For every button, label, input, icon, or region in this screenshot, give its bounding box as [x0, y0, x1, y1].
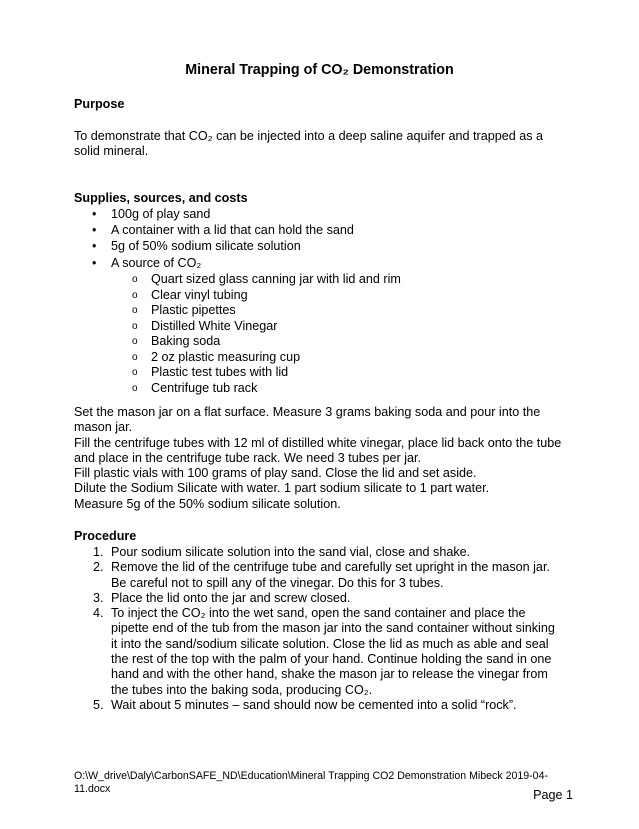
- bullet-icon: •: [92, 239, 97, 254]
- sub-item-text: 2 oz plastic measuring cup: [151, 349, 301, 364]
- sub-list-item: [74, 334, 594, 350]
- bullet-icon: •: [92, 255, 97, 270]
- supplies-item-text: 5g of 50% sodium silicate solution: [111, 239, 301, 254]
- supplies-item-text: A source of CO₂: [111, 255, 202, 270]
- step-number: 3.: [93, 590, 104, 605]
- circle-bullet-icon: o: [132, 289, 138, 301]
- circle-bullet-icon: o: [132, 382, 138, 394]
- sub-item-text: Distilled White Vinegar: [151, 318, 278, 333]
- footer-file-path: O:\W_drive\Daly\CarbonSAFE_ND\Education\Mineral Trapping CO2 Demonstration Mibeck 2019-04- 11.docx: [74, 770, 548, 795]
- step-text: Wait about 5 minutes – sand should now be cemented into a solid “rock”.: [111, 697, 517, 712]
- sub-item-text: Clear vinyl tubing: [151, 287, 248, 302]
- circle-bullet-icon: o: [132, 305, 138, 316]
- sub-list-item: [74, 365, 594, 381]
- supplies-list-item: [74, 223, 574, 239]
- step-number: 1.: [93, 545, 104, 559]
- procedure-step: [74, 560, 574, 591]
- circle-bullet-icon: o: [132, 367, 138, 378]
- supplies-list: [74, 207, 574, 272]
- procedure-step: [74, 545, 574, 560]
- supplies-list-item: [74, 239, 574, 255]
- step-number: 2.: [93, 560, 104, 575]
- sub-item-text: Quart sized glass canning jar with lid and rim: [151, 272, 401, 286]
- circle-bullet-icon: o: [132, 274, 138, 285]
- circle-bullet-icon: o: [132, 336, 138, 347]
- circle-bullet-icon: o: [132, 320, 138, 332]
- supplies-heading: Supplies, sources, and costs: [74, 191, 248, 205]
- bullet-icon: •: [92, 223, 97, 238]
- supplies-list-item: [74, 256, 574, 272]
- sub-list-item: [74, 288, 594, 304]
- sub-item-text: Centrifuge tub rack: [151, 380, 258, 395]
- sub-list-item: [74, 381, 594, 397]
- step-text: Remove the lid of the centrifuge tube and carefully set upright in the mason jar. Be careful not to spill any of the vinegar. Do this for 3 tubes.: [111, 560, 550, 590]
- step-text: Pour sodium silicate solution into the sand vial, close and shake.: [111, 545, 471, 559]
- procedure-steps: [74, 545, 574, 713]
- purpose-text: To demonstrate that CO₂ can be injected into a deep saline aquifer and trapped as a solid mineral.: [74, 129, 544, 159]
- step-text: Place the lid onto the jar and screw closed.: [111, 590, 351, 605]
- sub-list-item: [74, 303, 594, 319]
- procedure-heading: Procedure: [74, 529, 137, 543]
- circle-bullet-icon: o: [132, 351, 138, 363]
- sub-list-item: [74, 319, 594, 335]
- step-number: 5.: [93, 697, 104, 712]
- sub-item-text: Baking soda: [151, 334, 221, 348]
- bullet-icon: •: [92, 207, 97, 221]
- page-number: Page 1: [533, 788, 573, 802]
- supplies-item-text: 100g of play sand: [111, 207, 211, 221]
- procedure-step: [74, 606, 574, 698]
- co2-source-sublist: [74, 272, 594, 396]
- sub-list-item: [74, 350, 594, 366]
- sub-item-text: Plastic pipettes: [151, 303, 236, 317]
- setup-instructions: Set the mason jar on a flat surface. Measure 3 grams baking soda and pour into the mason jar. Fill the centrifuge tubes with 12 ml of distilled white vinegar, place lid back onto the tube and place in the centrifuge tube rack. We need 3 tubes per jar. Fill plastic vials with 100 grams of play sand. Close the lid and set aside. Dilute the Sodium Silicate with water. 1 part sodium silicate to 1 part water. Measure 5g of the 50% sodium silicate solution.: [74, 405, 562, 511]
- procedure-step: [74, 698, 574, 713]
- purpose-heading: Purpose: [74, 97, 125, 111]
- document-title: Mineral Trapping of CO₂ Demonstration: [185, 62, 454, 78]
- supplies-list-item: [74, 207, 574, 223]
- sub-item-text: Plastic test tubes with lid: [151, 365, 289, 379]
- sub-list-item: [74, 272, 594, 288]
- procedure-step: [74, 591, 574, 606]
- step-text: To inject the CO₂ into the wet sand, open the sand container and place the pipette end of the tub from the mason jar into the sand container without sinking it into the sand/sodium silicate solution. Close the lid as much as able and seal the rest of the top with the palm of your hand. Continue holding the sand in one hand and with the other hand, shake the mason jar to release the vinegar from the tubes into the baking soda, producing CO₂.: [111, 606, 555, 697]
- supplies-item-text: A container with a lid that can hold the sand: [111, 223, 354, 238]
- step-number: 4.: [93, 606, 104, 621]
